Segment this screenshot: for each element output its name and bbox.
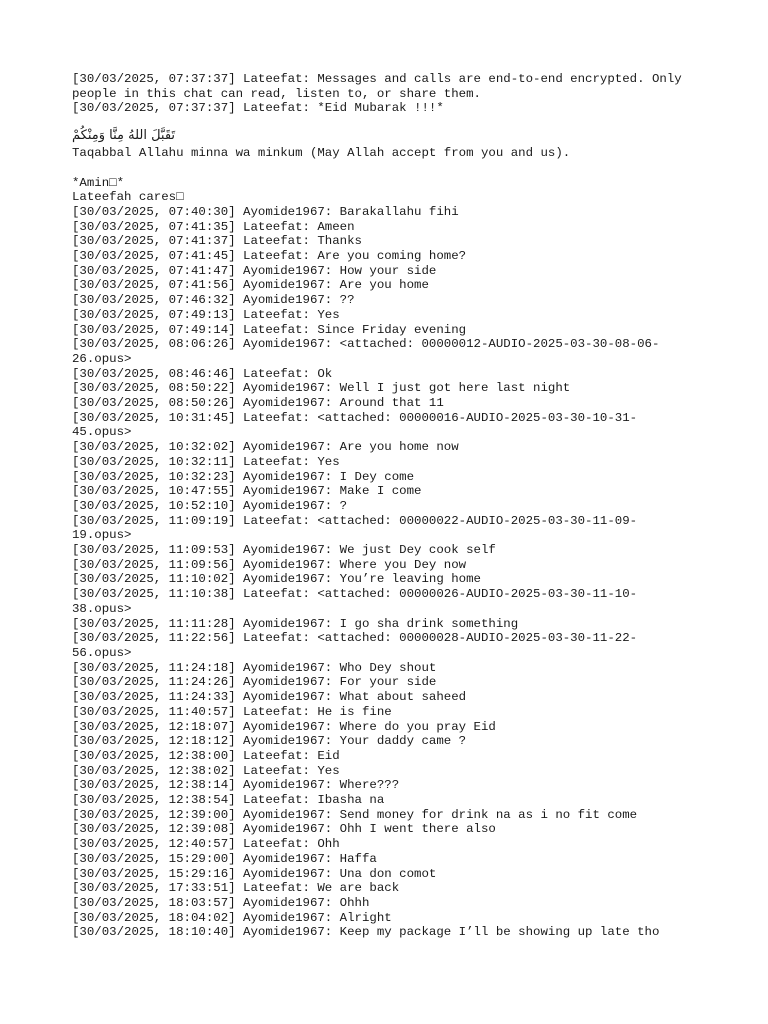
transcript-line: [30/03/2025, 18:10:40] Ayomide1967: Keep my package I’ll be showing up late tho xyxy=(72,925,660,940)
transcript-line: [30/03/2025, 08:50:26] Ayomide1967: Around that 11 xyxy=(72,396,444,411)
transcript-line: [30/03/2025, 08:06:26] Ayomide1967: <attached: 00000012-AUDIO-2025-03-30-08-06- xyxy=(72,337,660,352)
transcript-line: Taqabbal Allahu minna wa minkum (May Allah accept from you and us). xyxy=(72,146,571,161)
blank-line xyxy=(72,161,712,176)
transcript-line: [30/03/2025, 12:18:07] Ayomide1967: Where do you pray Eid xyxy=(72,719,496,734)
transcript-line: [30/03/2025, 15:29:16] Ayomide1967: Una don comot xyxy=(72,866,437,881)
transcript-line: [30/03/2025, 18:04:02] Ayomide1967: Alright xyxy=(72,910,392,925)
transcript-line: [30/03/2025, 10:47:55] Ayomide1967: Make I come xyxy=(72,484,422,499)
transcript-line: [30/03/2025, 12:39:08] Ayomide1967: Ohh I went there also xyxy=(72,822,496,837)
transcript-line: [30/03/2025, 18:03:57] Ayomide1967: Ohhh xyxy=(72,895,370,910)
arabic-greeting-line: تَقَبَّلَ اللهُ مِنَّا وَمِنْكُمْ xyxy=(72,128,176,144)
transcript-line: [30/03/2025, 10:32:11] Lateefat: Yes xyxy=(72,454,340,469)
transcript-line: [30/03/2025, 11:09:53] Ayomide1967: We just Dey cook self xyxy=(72,543,496,558)
transcript-line: [30/03/2025, 12:38:14] Ayomide1967: Where??? xyxy=(72,778,400,793)
transcript-line: [30/03/2025, 11:09:56] Ayomide1967: Where you Dey now xyxy=(72,557,467,572)
transcript-line: [30/03/2025, 11:10:02] Ayomide1967: You’re leaving home xyxy=(72,572,481,587)
transcript-line: [30/03/2025, 11:09:19] Lateefat: <attached: 00000022-AUDIO-2025-03-30-11-09- xyxy=(72,513,638,528)
transcript-line: [30/03/2025, 12:18:12] Ayomide1967: Your daddy came ? xyxy=(72,734,467,749)
transcript-line: [30/03/2025, 11:40:57] Lateefat: He is fine xyxy=(72,704,392,719)
transcript-line: [30/03/2025, 07:40:30] Ayomide1967: Barakallahu fihi xyxy=(72,204,459,219)
transcript-line: [30/03/2025, 07:49:14] Lateefat: Since Friday evening xyxy=(72,322,467,337)
transcript-line: [30/03/2025, 15:29:00] Ayomide1967: Haffa xyxy=(72,851,377,866)
transcript-line: [30/03/2025, 07:41:47] Ayomide1967: How your side xyxy=(72,263,437,278)
transcript-line: [30/03/2025, 11:11:28] Ayomide1967: I go sha drink something xyxy=(72,616,519,631)
transcript-line: [30/03/2025, 11:10:38] Lateefat: <attached: 00000026-AUDIO-2025-03-30-11-10- xyxy=(72,587,638,602)
transcript-line: [30/03/2025, 07:49:13] Lateefat: Yes xyxy=(72,307,340,322)
transcript-line: [30/03/2025, 11:24:18] Ayomide1967: Who Dey shout xyxy=(72,660,437,675)
transcript-line: people in this chat can read, listen to, or share them. xyxy=(72,86,481,101)
transcript-line: [30/03/2025, 11:24:33] Ayomide1967: What about saheed xyxy=(72,690,467,705)
transcript-line: [30/03/2025, 17:33:51] Lateefat: We are back xyxy=(72,881,400,896)
transcript-line: [30/03/2025, 07:46:32] Ayomide1967: ?? xyxy=(72,293,355,308)
transcript-line: [30/03/2025, 07:41:56] Ayomide1967: Are you home xyxy=(72,278,429,293)
transcript-line: [30/03/2025, 12:39:00] Ayomide1967: Send money for drink na as i no fit come xyxy=(72,807,638,822)
transcript-line: 45.opus> xyxy=(72,425,132,440)
transcript-line: [30/03/2025, 10:32:23] Ayomide1967: I Dey come xyxy=(72,469,415,484)
transcript-line: Lateefah cares□ xyxy=(72,190,184,205)
transcript-line: [30/03/2025, 07:37:37] Lateefat: *Eid Mubarak !!!* xyxy=(72,101,444,116)
transcript-line: [30/03/2025, 12:40:57] Lateefat: Ohh xyxy=(72,837,340,852)
transcript-line: [30/03/2025, 11:24:26] Ayomide1967: For your side xyxy=(72,675,437,690)
transcript-line: [30/03/2025, 07:37:37] Lateefat: Messages and calls are end-to-end encrypted. Only xyxy=(72,72,682,86)
transcript-line: [30/03/2025, 08:46:46] Lateefat: Ok xyxy=(72,366,333,381)
transcript-line: 56.opus> xyxy=(72,646,132,660)
transcript-line: *Amin□* xyxy=(72,175,125,190)
transcript-line: [30/03/2025, 12:38:02] Lateefat: Yes xyxy=(72,763,340,778)
transcript-line: [30/03/2025, 07:41:45] Lateefat: Are you coming home? xyxy=(72,249,467,264)
transcript-line: 38.opus> xyxy=(72,601,132,616)
transcript-line: [30/03/2025, 07:41:35] Lateefat: Ameen xyxy=(72,219,355,234)
transcript-line: 26.opus> xyxy=(72,351,132,366)
transcript-line: [30/03/2025, 10:52:10] Ayomide1967: ? xyxy=(72,498,348,513)
transcript-line: [30/03/2025, 12:38:00] Lateefat: Eid xyxy=(72,748,340,763)
chat-transcript-page xyxy=(72,72,712,940)
transcript-line: [30/03/2025, 12:38:54] Lateefat: Ibasha na xyxy=(72,793,385,808)
transcript-line: [30/03/2025, 08:50:22] Ayomide1967: Well I just got here last night xyxy=(72,381,571,396)
transcript-line: [30/03/2025, 07:41:37] Lateefat: Thanks xyxy=(72,234,362,249)
transcript-line: 19.opus> xyxy=(72,528,132,543)
transcript-line: [30/03/2025, 10:31:45] Lateefat: <attached: 00000016-AUDIO-2025-03-30-10-31- xyxy=(72,410,638,425)
transcript-line: [30/03/2025, 10:32:02] Ayomide1967: Are you home now xyxy=(72,440,459,455)
transcript-line: [30/03/2025, 11:22:56] Lateefat: <attached: 00000028-AUDIO-2025-03-30-11-22- xyxy=(72,631,638,646)
